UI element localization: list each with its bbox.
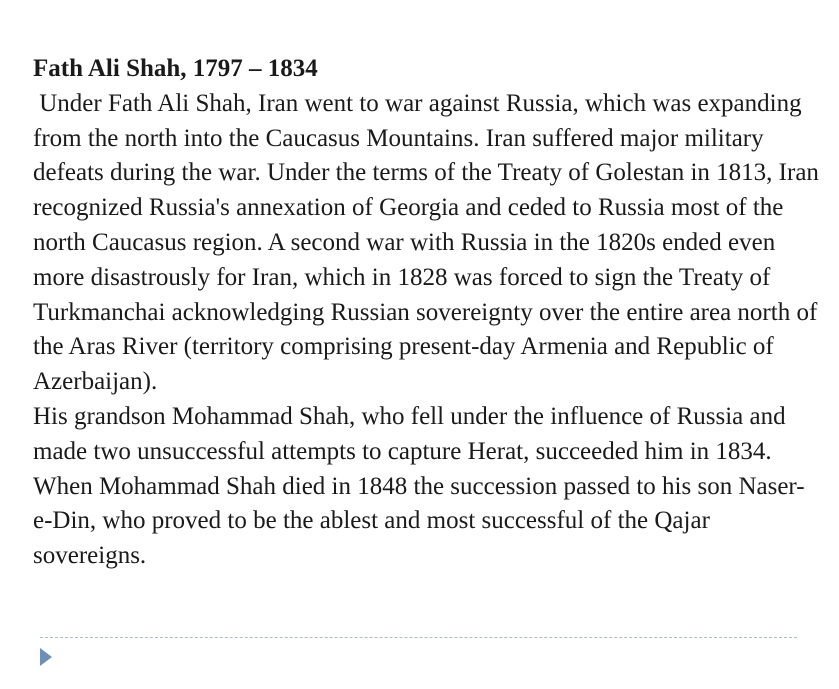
slide-title: Fath Ali Shah, 1797 – 1834 <box>33 55 318 82</box>
paragraph-war-with-russia: Under Fath Ali Shah, Iran went to war against Russia, which was expanding from the north into the Caucasus Mountains. Iran suffered major military defeats during the war. Under the terms of the Treaty of Golestan in 1813, Iran recognized Russia's annexation of Georgia and ceded to Russia most of the north Caucasus region. A second war with Russia in the 1820s ended even more disastrously for Iran, which in 1828 was forced to sign the Treaty of Turkmanchai acknowledging Russian sovereignty over the entire area north of the Aras River (territory comprising present-day Armenia and Republic of Azerbaijan). <box>33 89 826 396</box>
triangle-bullet-icon <box>40 648 52 666</box>
footer-divider <box>40 637 797 638</box>
paragraph-succession: His grandson Mohammad Shah, who fell under the influence of Russia and made two unsuccessful attempts to capture Herat, succeeded him in 1834. When Mohammad Shah died in 1848 the succession passed to his son Naser-e-Din, who proved to be the ablest and most successful of the Qajar sovereigns. <box>33 402 805 570</box>
slide-body <box>33 52 826 574</box>
